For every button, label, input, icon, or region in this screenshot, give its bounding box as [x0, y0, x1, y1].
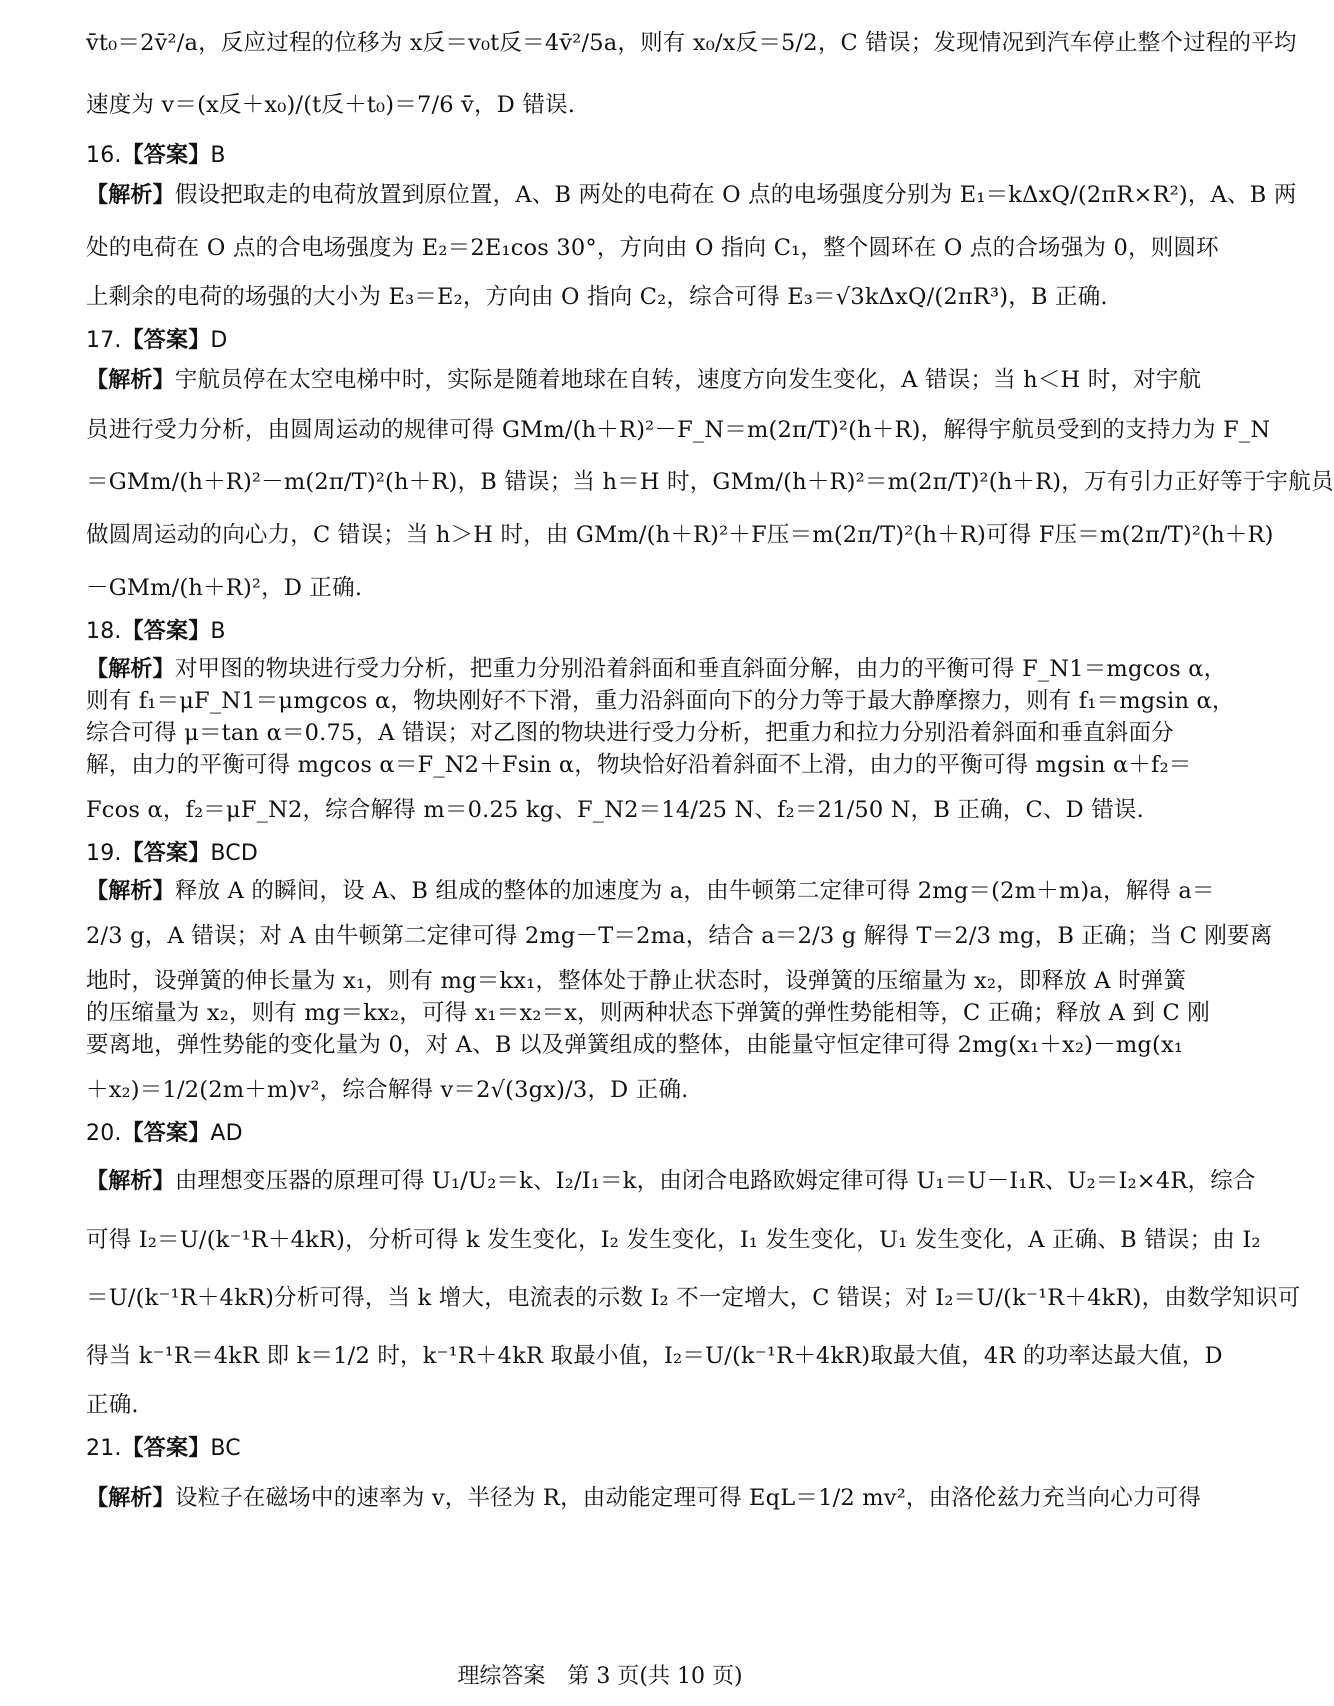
analysis-label: 【解析】	[86, 657, 175, 682]
analysis-label: 【解析】	[86, 1169, 175, 1194]
line-text: 要离地，弹性势能的变化量为 0，对 A、B 以及弹簧组成的整体，由能量守恒定律可得 2mg(x₁＋x₂)－mg(x₁	[86, 1032, 1184, 1058]
text-line	[86, 1283, 1301, 1313]
analysis-line	[86, 365, 1202, 396]
question-answer-line	[86, 616, 1126, 647]
line-text: 则有 f₁＝μF_N1＝μmgcos α，物块刚好不下滑，重力沿斜面向下的分力等于最大静摩擦力，则有 f₁＝mgsin α，	[86, 688, 1235, 714]
analysis-label: 【解析】	[86, 1486, 175, 1511]
question-number: 18.	[86, 619, 122, 644]
text-line	[86, 921, 1273, 951]
text-line	[86, 998, 1210, 1028]
text-line	[86, 718, 1174, 748]
text-line	[86, 90, 1126, 120]
text-line	[86, 233, 1219, 263]
question-answer-line	[86, 1433, 1126, 1464]
text-line	[86, 1030, 1184, 1060]
line-text: 综合可得 μ＝tan α＝0.75，A 错误；对乙图的物块进行受力分析，把重力和拉力分别沿着斜面和垂直斜面分	[86, 720, 1174, 746]
analysis-line	[86, 1166, 1256, 1197]
line-text: ＝U/(k⁻¹R＋4kR)分析可得，当 k 增大，电流表的示数 I₂ 不一定增大，C 错误；对 I₂＝U/(k⁻¹R＋4kR)，由数学知识可	[86, 1285, 1301, 1311]
answer-value: D	[210, 328, 228, 353]
text-line	[86, 467, 1334, 497]
text-line	[86, 28, 1297, 58]
line-text: 做圆周运动的向心力，C 错误；当 h＞H 时，由 GMm/(h＋R)²＋F压＝m(2π/T)²(h＋R)可得 F压＝m(2π/T)²(h＋R)	[86, 522, 1274, 548]
line-text: 释放 A 的瞬间，设 A、B 组成的整体的加速度为 a，由牛顿第二定律可得 2mg＝(2m＋m)a，解得 a＝	[174, 878, 1215, 904]
line-text: 速度为 v＝(x反＋x₀)/(t反＋t₀)＝7/6 v̄，D 错误.	[86, 92, 576, 118]
answer-value: B	[210, 143, 226, 168]
question-number: 19.	[86, 841, 122, 866]
question-answer-line	[86, 140, 1126, 171]
text-line	[86, 573, 1126, 603]
line-text: 的压缩量为 x₂，则有 mg＝kx₂，可得 x₁＝x₂＝x，则两种状态下弹簧的弹性势能相等，C 正确；释放 A 到 C 刚	[86, 1000, 1210, 1026]
answer-label: 【答案】	[121, 1436, 211, 1461]
analysis-line	[86, 1483, 1202, 1514]
text-line	[86, 1075, 1126, 1105]
question-number: 17.	[86, 328, 122, 353]
answer-value: AD	[210, 1121, 243, 1146]
question-answer-line	[86, 325, 1126, 356]
text-line	[86, 966, 1187, 996]
answer-label: 【答案】	[121, 143, 211, 168]
line-text: 可得 I₂＝U/(k⁻¹R＋4kR)，分析可得 k 发生变化，I₂ 发生变化，I₁ 发生变化，U₁ 发生变化，A 正确、B 错误；由 I₂	[86, 1227, 1261, 1253]
page-footer: 理综答案 第 3 页(共 10 页)	[457, 1664, 743, 1689]
text-line	[86, 795, 1144, 825]
line-text: 解，由力的平衡可得 mgcos α＝F_N2＋Fsin α，物块恰好沿着斜面不上滑，由力的平衡可得 mgsin α＋f₂＝	[86, 752, 1192, 778]
line-text: 处的电荷在 O 点的合电场强度为 E₂＝2E₁cos 30°，方向由 O 指向 C₁，整个圆环在 O 点的合场强为 0，则圆环	[86, 235, 1219, 261]
analysis-label: 【解析】	[86, 368, 175, 393]
text-line	[86, 282, 1126, 312]
answer-label: 【答案】	[121, 328, 211, 353]
line-text: 假设把取走的电荷放置到原位置，A、B 两处的电荷在 O 点的电场强度分别为 E₁＝kΔxQ/(2πR×R²)，A、B 两	[174, 182, 1297, 208]
analysis-label: 【解析】	[86, 879, 175, 904]
answer-value: BC	[210, 1436, 241, 1461]
text-line	[86, 1225, 1261, 1255]
text-line	[86, 686, 1235, 716]
answer-value: BCD	[210, 841, 259, 866]
analysis-line	[86, 654, 1227, 685]
line-text: ＋x₂)＝1/2(2m＋m)v²，综合解得 v＝2√(3gx)/3，D 正确.	[86, 1077, 689, 1103]
question-number: 21.	[86, 1436, 122, 1461]
line-text: 得当 k⁻¹R＝4kR 即 k＝1/2 时，k⁻¹R＋4kR 取最小值，I₂＝U/(k⁻¹R＋4kR)取最大值，4R 的功率达最大值，D	[86, 1343, 1223, 1369]
line-text: ＝GMm/(h＋R)²－m(2π/T)²(h＋R)，B 错误；当 h＝H 时，GMm/(h＋R)²＝m(2π/T)²(h＋R)，万有引力正好等于宇航员	[86, 469, 1334, 495]
question-number: 16.	[86, 143, 122, 168]
line-text: v̄t₀＝2v̄²/a，反应过程的位移为 x反＝v₀t反＝4v̄²/5a，则有 x₀/x反＝5/2，C 错误；发现情况到汽车停止整个过程的平均	[86, 30, 1297, 56]
text-line	[86, 1341, 1223, 1371]
question-number: 20.	[86, 1121, 122, 1146]
line-text: 设粒子在磁场中的速率为 v，半径为 R，由动能定理可得 EqL＝1/2 mv²，由洛伦兹力充当向心力可得	[174, 1485, 1202, 1511]
line-text: 2/3 g，A 错误；对 A 由牛顿第二定律可得 2mg－T＝2ma，结合 a＝2/3 g 解得 T＝2/3 mg，B 正确；当 C 刚要离	[86, 923, 1273, 949]
analysis-line	[86, 180, 1297, 211]
line-text: 员进行受力分析，由圆周运动的规律可得 GMm/(h＋R)²－F_N＝m(2π/T)²(h＋R)，解得宇航员受到的支持力为 F_N	[86, 417, 1271, 443]
text-line	[86, 415, 1271, 445]
answer-label: 【答案】	[121, 619, 211, 644]
answer-value: B	[210, 619, 226, 644]
line-text: 由理想变压器的原理可得 U₁/U₂＝k、I₂/I₁＝k，由闭合电路欧姆定律可得 U₁＝U－I₁R、U₂＝I₂×4R，综合	[174, 1168, 1256, 1194]
line-text: 上剩余的电荷的场强的大小为 E₃＝E₂，方向由 O 指向 C₂，综合可得 E₃＝√3kΔxQ/(2πR³)，B 正确.	[86, 284, 1108, 310]
answer-label: 【答案】	[121, 1121, 211, 1146]
text-line	[86, 520, 1274, 550]
text-line	[86, 1390, 1126, 1420]
analysis-label: 【解析】	[86, 183, 175, 208]
line-text: Fcos α，f₂＝μF_N2，综合解得 m＝0.25 kg、F_N2＝14/25 N、f₂＝21/50 N，B 正确，C、D 错误.	[86, 797, 1144, 823]
line-text: 地时，设弹簧的伸长量为 x₁，则有 mg＝kx₁，整体处于静止状态时，设弹簧的压缩量为 x₂，即释放 A 时弹簧	[86, 968, 1187, 994]
line-text: －GMm/(h＋R)²，D 正确.	[86, 575, 363, 601]
text-line	[86, 750, 1192, 780]
answer-label: 【答案】	[121, 841, 211, 866]
analysis-line	[86, 876, 1215, 907]
line-text: 宇航员停在太空电梯中时，实际是随着地球在自转，速度方向发生变化，A 错误；当 h＜H 时，对宇航	[174, 367, 1202, 393]
question-answer-line	[86, 1118, 1126, 1149]
question-answer-line	[86, 838, 1126, 869]
line-text: 正确.	[86, 1392, 139, 1418]
line-text: 对甲图的物块进行受力分析，把重力分别沿着斜面和垂直斜面分解，由力的平衡可得 F_N1＝mgcos α，	[174, 656, 1227, 682]
